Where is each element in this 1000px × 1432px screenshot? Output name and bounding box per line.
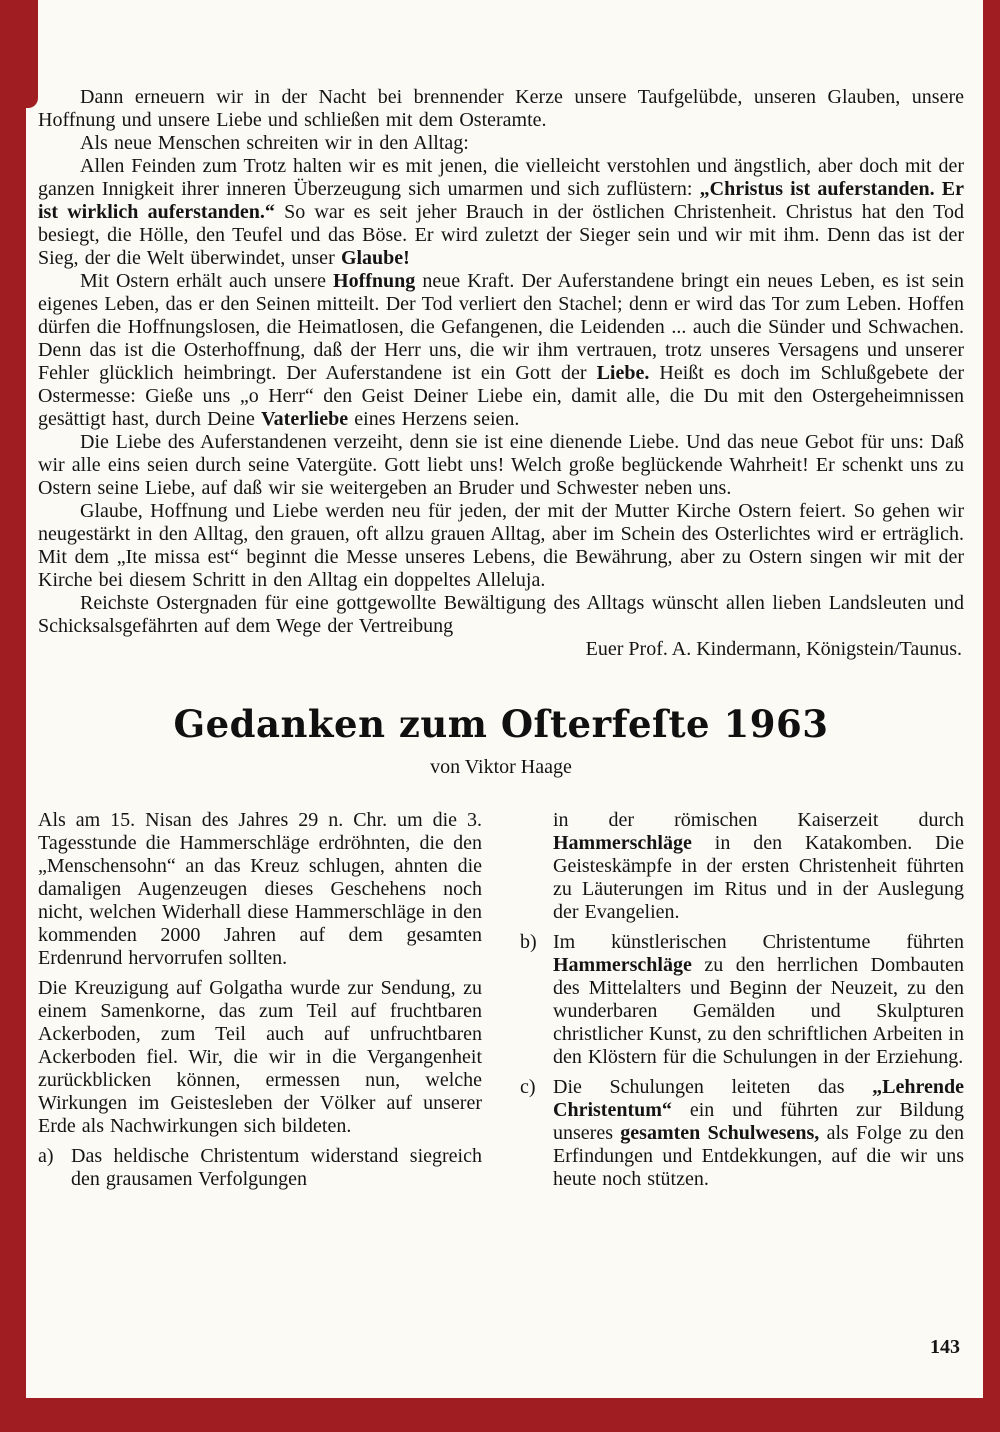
article-title: Gedanken zum Oſterfeſte 1963 (173, 702, 829, 746)
paragraph: Reichste Ostergnaden für eine gottgewollte Bewältigung des Alltags wünscht allen lieben Landsleuten und Schicksalsgefährten auf dem Wege der Vertreibung (38, 592, 964, 637)
list-item-a (38, 1145, 482, 1191)
article-byline: von Viktor Haage (430, 756, 572, 778)
intro-section (38, 86, 964, 661)
scan-edge-corner-top-left (0, 0, 38, 108)
page-content (38, 86, 964, 1198)
paragraph: Allen Feinden zum Trotz halten wir es mit jenen, die vielleicht verstohlen und ängstlich, aber doch mit der ganzen Innigkeit ihrer inneren Überzeugung sich umarmen und sich zuflüstern: „Christus ist auferstanden. Er ist wirklich auferstanden.“ So war es seit jeher Brauch in der östlichen Christenheit. Christus hat den Tod besiegt, die Hölle, den Teufel und das Böse. Er wird zuletzt der Sieger sein und wir mit ihm. Denn das ist der Sieg, der die Welt überwindet, unser Glaube! (38, 155, 964, 269)
scan-edge-bottom (0, 1398, 1000, 1432)
page-number: 143 (930, 1336, 960, 1358)
list-marker: b) (520, 931, 537, 953)
list-item-text: Das heldische Christentum widerstand siegreich den grausamen Verfolgungen (71, 1145, 482, 1190)
list-marker: c) (520, 1076, 536, 1098)
signature-line: Euer Prof. A. Kindermann, Königstein/Taunus. (585, 638, 962, 660)
paragraph: Als am 15. Nisan des Jahres 29 n. Chr. um die 3. Tagesstunde die Hammerschläge erdröhnten, die den „Menschensohn“ an das Kreuz schlugen, ahnten die damaligen Augenzeugen dieses Geschehens noch nicht, welchen Widerhall diese Hammerschläge in den kommenden 2000 Jahren auf dem gesamten Erdenrund hervorrufen sollten. (38, 809, 482, 969)
list-item-text: Im künstlerischen Christentume führten Hammerschläge zu den herrlichen Dombauten des Mittelalters und Beginn der Neuzeit, zu den wunderbaren Gemälden und Skulpturen christlicher Kunst, zu den schriftlichen Arbeiten in den Klöstern für die Schulungen in der Erziehung. (553, 931, 964, 1068)
right-column (520, 809, 964, 1198)
paragraph: Dann erneuern wir in der Nacht bei brennender Kerze unsere Taufgelübde, unseren Glauben, unsere Hoffnung und unsere Liebe und schließen mit dem Osteramte. (38, 86, 964, 131)
paragraph: Die Liebe des Auferstandenen verzeiht, denn sie ist eine dienende Liebe. Und das neue Gebot für uns: Daß wir alle eins seien durch seine Vatergüte. Gott liebt uns! Welch große beglückende Wahrheit! Er schenkt uns zu Ostern seine Liebe, auf daß wir sie weitergeben an Bruder und Schwester neben uns. (38, 431, 964, 499)
list-item-c (520, 1076, 964, 1191)
list-item-text: Die Schulungen leiteten das „Lehrende Christentum“ ein und führten zur Bildung unseres gesamten Schulwesens, als Folge zu den Erfindungen und Entdekkungen, auf die wir uns heute noch stützen. (553, 1076, 965, 1190)
paragraph: Mit Ostern erhält auch unsere Hoffnung neue Kraft. Der Auferstandene bringt ein neues Leben, es ist sein eigenes Leben, das er den Seinen mitteilt. Der Tod verliert den Stachel; denn er wird das Tor zum Leben. Hoffen dürfen die Hoffnungslosen, die Heimatlosen, die Gefangenen, die Leidenden ... auch die Sünder und Schwachen. Denn das ist die Osterhoffnung, daß der Herr uns, die wir ihm vertrauen, trotz unseres Versagens und unserer Fehler glücklich heimbringt. Der Auferstandene ist ein Gott der Liebe. Heißt es doch im Schlußgebete der Ostermesse: Gieße uns „o Herr“ den Geist Deiner Liebe ein, damit alle, die Du mit den Ostergeheimnissen gesättigt hast, durch Deine Vaterliebe eines Herzens seien. (38, 270, 964, 430)
list-item-a-continuation: in der römischen Kaiserzeit durch Hammerschläge in den Katakomben. Die Geisteskämpfe in der ersten Christenheit führten zu Läuterungen im Ritus und in der Auslegung der Evangelien. (553, 809, 964, 923)
two-column-layout (38, 809, 964, 1198)
list-item-b (520, 931, 964, 1069)
left-column (38, 809, 482, 1198)
paragraph: Als neue Menschen schreiten wir in den Alltag: (80, 132, 469, 154)
scan-edge-right (983, 0, 1000, 1432)
list-marker: a) (38, 1145, 54, 1167)
paragraph: Glaube, Hoffnung und Liebe werden neu für jeden, der mit der Mutter Kirche Ostern feiert. So gehen wir neugestärkt in den Alltag, den grauen, oft allzu grauen Alltag, aber im Schein des Osterlichtes wird er erträglich. Mit dem „Ite missa est“ beginnt die Messe unseres Lebens, die Bewährung, aber zu Ostern singen wir mit der Kirche bei diesem Schritt in den Alltag ein doppeltes Alleluja. (38, 500, 964, 591)
scan-edge-left (0, 0, 26, 1432)
paragraph: Die Kreuzigung auf Golgatha wurde zur Sendung, zu einem Samenkorne, das zum Teil auf fruchtbaren Ackerboden, zum Teil auch auf unfruchtbaren Ackerboden fiel. Wir, die wir in die Vergangenheit zurückblicken können, ermessen nun, welche Wirkungen im Geistesleben der Völker auf unserer Erde als Nachwirkungen sich bildeten. (38, 977, 482, 1137)
